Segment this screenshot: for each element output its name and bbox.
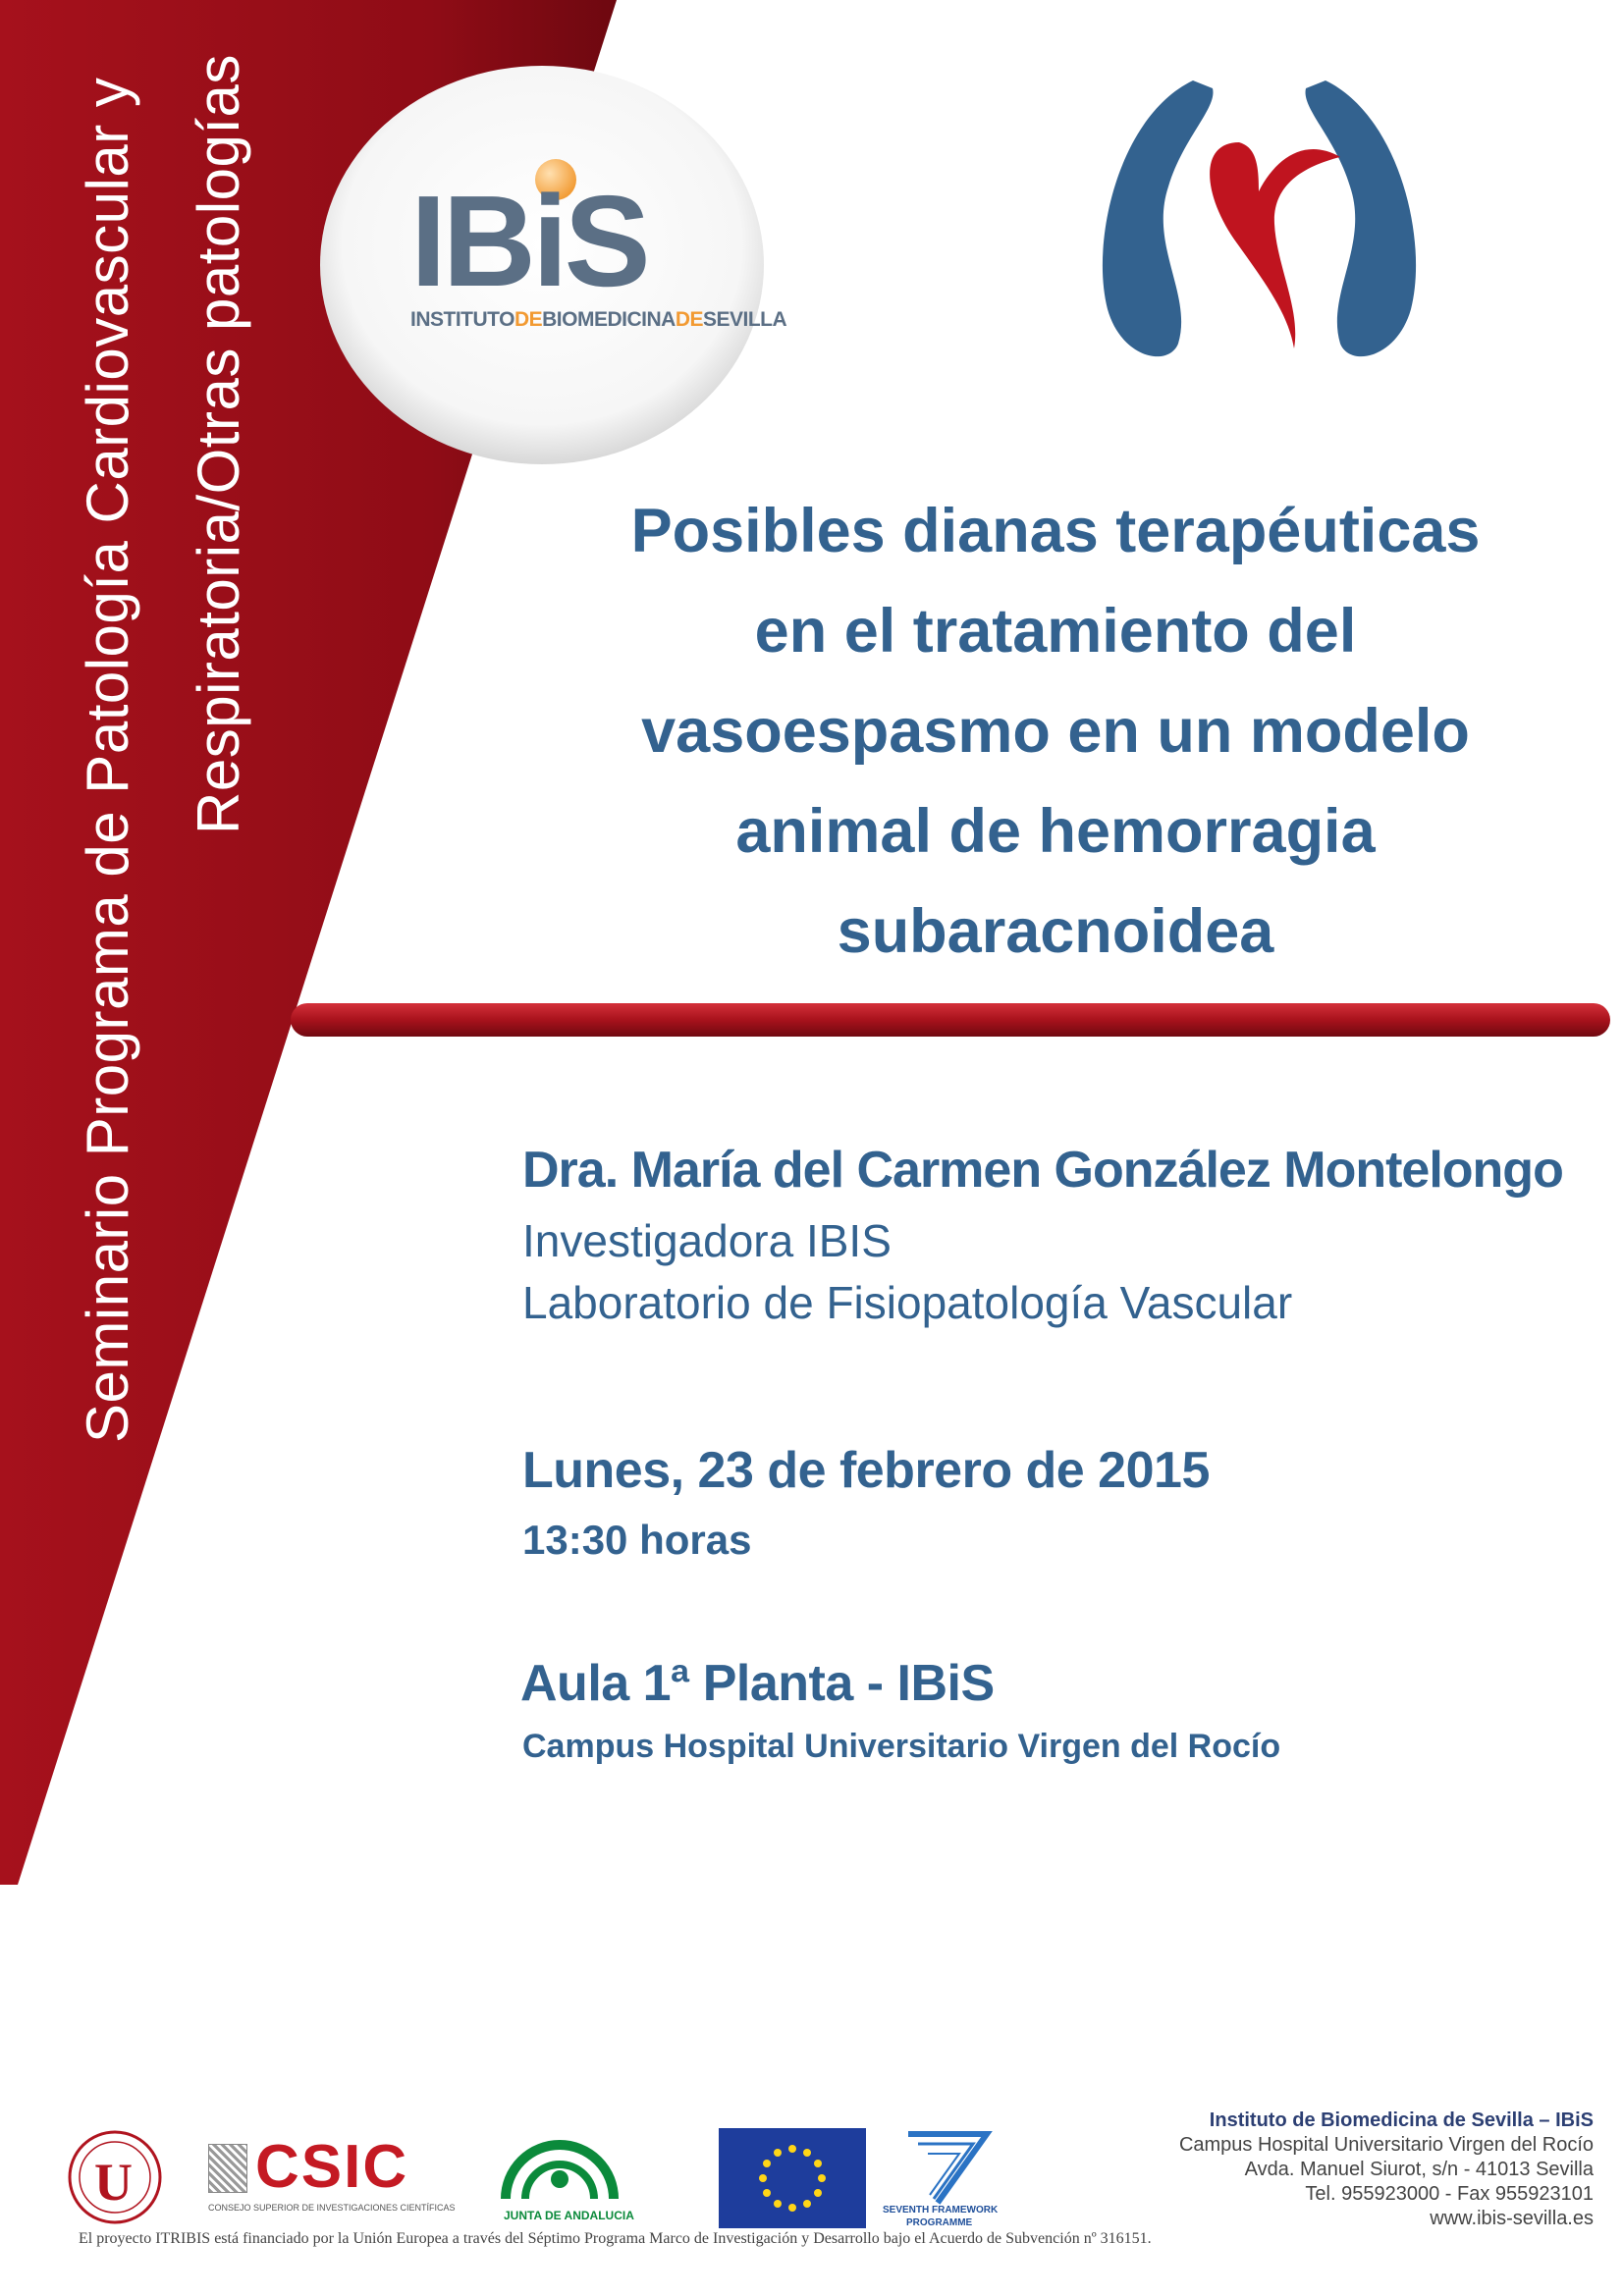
eu-stars-icon	[719, 2128, 866, 2228]
event-time: 13:30 horas	[522, 1517, 752, 1563]
fp7-logo	[879, 2126, 1006, 2234]
title-line: animal de hemorragia	[735, 797, 1376, 866]
sidebar-title-line2: Respiratoria/Otras patologías	[186, 54, 251, 834]
title-line: vasoespasmo en un modelo	[641, 697, 1470, 766]
ibis-sub-3: BIOMEDICINA	[542, 308, 676, 331]
universidad-sevilla-logo	[59, 2128, 172, 2226]
footer-address-2: Avda. Manuel Siurot, s/n - 41013 Sevilla	[1244, 2159, 1594, 2180]
page-title	[550, 481, 1561, 982]
csic-logo	[208, 2133, 463, 2216]
junta-arch-icon	[496, 2130, 623, 2204]
fp7-label-1: SEVENTH FRAMEWORK	[883, 2205, 999, 2216]
red-divider-bar	[291, 1003, 1610, 1037]
footer-org: Instituto de Biomedicina de Sevilla – IBiS	[1209, 2109, 1594, 2131]
speaker-name: Dra. María del Carmen González Montelongo	[522, 1142, 1563, 1199]
lungs-heart-icon	[1103, 80, 1416, 356]
title-line: subaracnoidea	[837, 897, 1274, 966]
fp7-seven-icon	[879, 2126, 1006, 2205]
title-line: en el tratamiento del	[754, 597, 1357, 666]
csic-emblem-icon	[208, 2144, 247, 2193]
junta-label: JUNTA DE ANDALUCIA	[504, 2209, 634, 2222]
event-room: Aula 1ª Planta - IBiS	[520, 1655, 995, 1712]
ibis-sub-2: DE	[514, 308, 543, 331]
event-date: Lunes, 23 de febrero de 2015	[522, 1442, 1210, 1499]
csic-subtitle: CONSEJO SUPERIOR DE INVESTIGACIONES CIENTÍFICAS	[208, 2203, 456, 2213]
footer-address-1: Campus Hospital Universitario Virgen del Rocío	[1178, 2134, 1594, 2156]
footer-phone: Tel. 955923000 - Fax 955923101	[1305, 2183, 1594, 2205]
event-campus: Campus Hospital Universitario Virgen del Rocío	[522, 1728, 1281, 1765]
ibis-sub-1: INSTITUTO	[410, 308, 514, 331]
sidebar-title-line1: Seminario Programa de Patología Cardiovascular y	[75, 77, 140, 1443]
ibis-subtitle	[410, 308, 786, 332]
speaker-role: Investigadora IBIS	[522, 1215, 892, 1266]
speaker-lab: Laboratorio de Fisiopatología Vascular	[522, 1277, 1293, 1328]
footer-web[interactable]: www.ibis-sevilla.es	[1430, 2208, 1594, 2229]
fp7-label-2: PROGRAMME	[906, 2217, 973, 2228]
us-mark: U	[94, 2153, 133, 2212]
ibis-sub-5: SEVILLA	[703, 308, 787, 331]
junta-andalucia-logo	[496, 2130, 634, 2228]
ibis-wordmark: IBiS	[410, 169, 647, 313]
eu-flag-logo	[719, 2128, 866, 2228]
funding-statement: El proyecto ITRIBIS está financiado por la Unión Europea a través del Séptimo Programa Marco de Investigación y Desarrollo bajo el Acuerdo de Subvención nº 316151.	[79, 2230, 1152, 2247]
footer-contact	[1179, 2109, 1594, 2231]
ibis-sub-4: DE	[675, 308, 703, 331]
title-line: Posibles dianas terapéuticas	[630, 497, 1481, 565]
csic-wordmark: CSIC	[255, 2133, 409, 2201]
